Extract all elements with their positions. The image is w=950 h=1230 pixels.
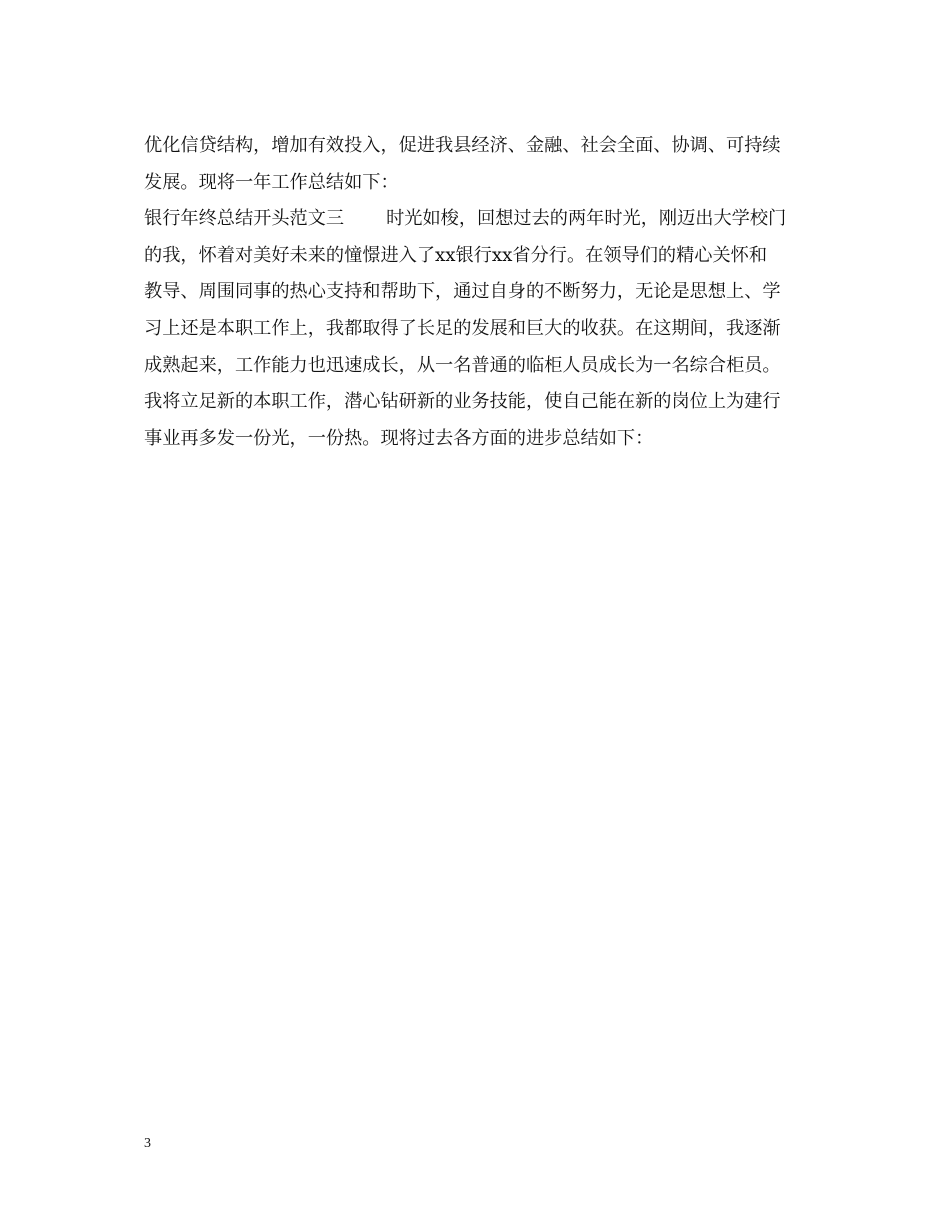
- text-line: 我将立足新的本职工作，潜心钻研新的业务技能，使自己能在新的岗位上为建行: [144, 391, 781, 413]
- text-line: 习上还是本职工作上，我都取得了长足的发展和巨大的收获。在这期间，我逐渐: [144, 317, 781, 339]
- text-line: 教导、周围同事的热心支持和帮助下，通过自身的不断努力，无论是思想上、学: [144, 281, 781, 303]
- section-heading: 银行年终总结开头范文三: [144, 208, 345, 230]
- text-line: 发展。现将一年工作总结如下：: [144, 171, 399, 193]
- text-line: 成熟起来，工作能力也迅速成长，从一名普通的临柜人员成长为一名综合柜员。: [144, 354, 781, 376]
- page-number: 3: [144, 1136, 151, 1151]
- text-line: 时光如梭，回想过去的两年时光，刚迈出大学校门: [386, 208, 787, 230]
- text-line: 的我，怀着对美好未来的憧憬进入了xx银行xx省分行。在领导们的精心关怀和: [144, 244, 768, 266]
- text-line: 事业再多发一份光，一份热。现将过去各方面的进步总结如下：: [144, 427, 654, 449]
- text-line-with-heading: [144, 201, 804, 238]
- text-line: 优化信贷结构，增加有效投入，促进我县经济、金融、社会全面、协调、可持续: [144, 135, 781, 156]
- body-text: [144, 128, 804, 457]
